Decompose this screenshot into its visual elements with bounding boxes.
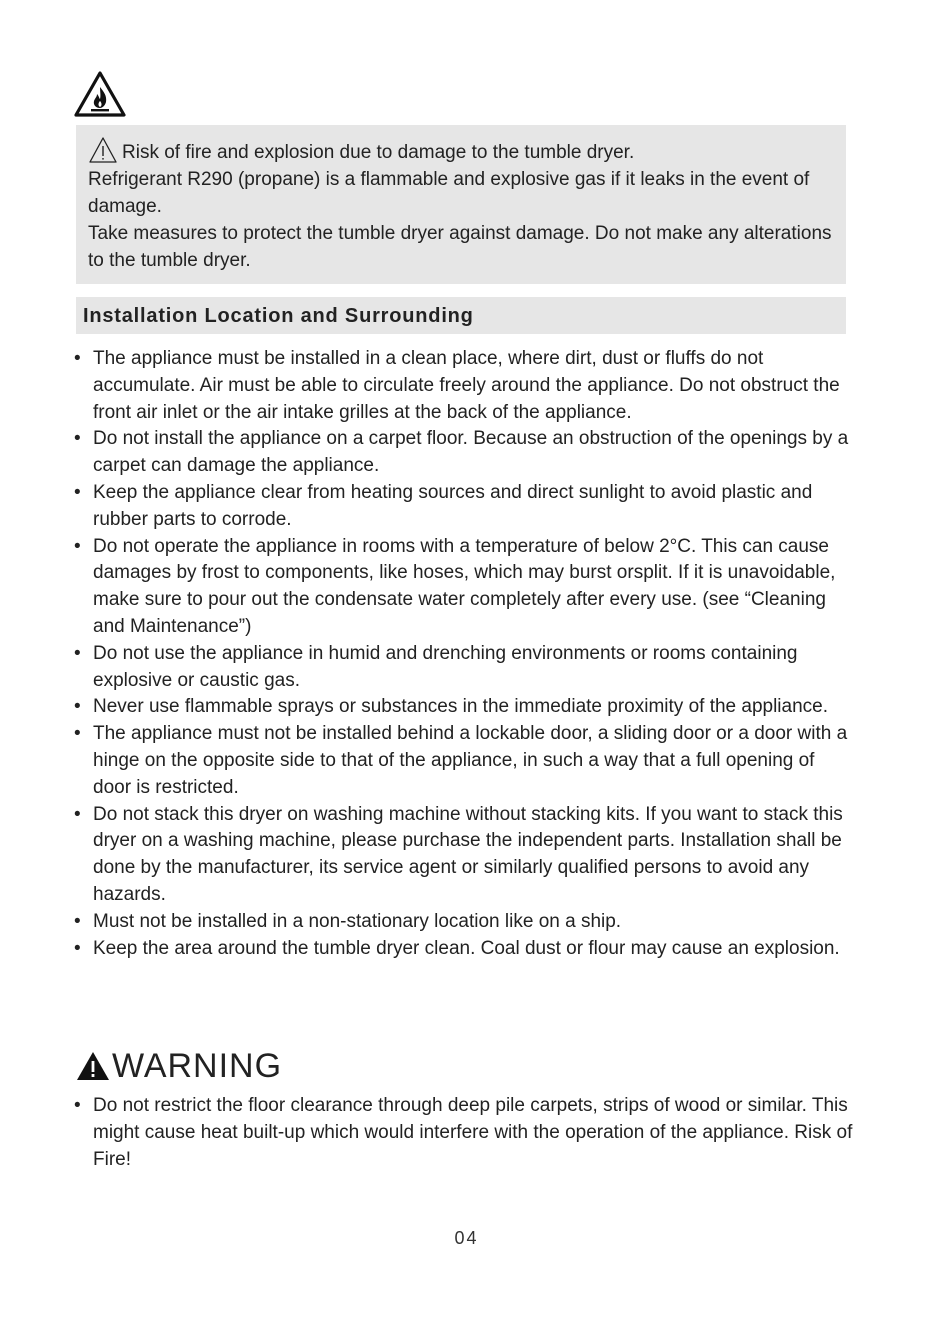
risk-line	[88, 139, 836, 166]
warning-triangle-icon	[88, 136, 118, 164]
notice-line: Take measures to protect the tumble dryer against damage. Do not make any alterations to the tumble dryer.	[88, 223, 832, 271]
list-item	[74, 909, 854, 936]
notice-line: Refrigerant R290 (propane) is a flammable and explosive gas if it leaks in the event of damage.	[88, 169, 810, 217]
list-item	[74, 936, 854, 963]
bullet: •	[74, 481, 81, 503]
bullet: •	[74, 535, 81, 557]
bullet: •	[74, 696, 81, 718]
list-item-text: Do not stack this dryer on washing machine without stacking kits. If you want to stack this dryer on a washing machine, please purchase the independent parts. Installation shall be done by the manufacturer, its service agent or similarly qualified persons to avoid any hazards.	[93, 803, 843, 905]
list-item-text: Never use flammable sprays or substances in the immediate proximity of the appliance.	[93, 696, 829, 718]
warning-heading	[76, 1046, 282, 1086]
section-title: Installation Location and Surrounding	[76, 297, 846, 334]
flammable-warning-icon	[74, 71, 126, 117]
list-item-text: Do not restrict the floor clearance through deep pile carpets, strips of wood or similar. This might cause heat built-up which would interfere with the operation of the appliance. Risk of Fire!	[93, 1095, 853, 1170]
bullet: •	[74, 348, 81, 369]
list-item	[74, 426, 854, 480]
list-item-text: The appliance must not be installed behind a lockable door, a sliding door or a door with a hinge on the opposite side to that of the appliance, in such a way that a full opening of door is restricted.	[93, 723, 848, 798]
list-item	[74, 534, 854, 641]
list-item	[74, 721, 854, 801]
list-item-text: Do not use the appliance in humid and drenching environments or rooms containing explosive or caustic gas.	[93, 642, 798, 691]
list-item-text: Do not operate the appliance in rooms with a temperature of below 2°C. This can cause damages by frost to components, like hoses, which may burst orsplit. If it is unavoidable, make sure to pour out the condensate water completely after every use. (see “Cleaning and Maintenance”)	[93, 535, 836, 637]
list-item	[74, 802, 854, 909]
warning-list	[74, 1093, 854, 1173]
warning-triangle-filled-icon	[76, 1051, 110, 1081]
list-item	[74, 480, 854, 534]
bullet: •	[74, 803, 81, 825]
risk-text: Risk of fire and explosion due to damage to the tumble dryer.	[122, 142, 635, 163]
list-item	[74, 694, 854, 721]
list-item-text: Must not be installed in a non-stationary location like on a ship.	[93, 910, 622, 932]
list-item	[74, 1093, 854, 1173]
bullet: •	[74, 937, 81, 959]
list-item-text: Keep the appliance clear from heating sources and direct sunlight to avoid plastic and rubber parts to corrode.	[93, 481, 813, 530]
bullet: •	[74, 642, 81, 664]
installation-list	[74, 346, 854, 962]
list-item	[74, 346, 854, 426]
list-item	[74, 641, 854, 695]
bullet: •	[74, 1095, 81, 1116]
bullet: •	[74, 428, 81, 450]
list-item-text: The appliance must be installed in a clean place, where dirt, dust or fluffs do not accumulate. Air must be able to circulate freely around the appliance. Do not obstruct the front air inlet or the air intake grilles at the back of the appliance.	[93, 348, 840, 423]
page-number: 04	[454, 1228, 479, 1248]
list-item-text: Do not install the appliance on a carpet floor. Because an obstruction of the openings by a carpet can damage the appliance.	[93, 428, 849, 477]
warning-label: WARNING	[112, 1046, 283, 1085]
bullet: •	[74, 910, 81, 932]
refrigerant-notice-box	[76, 125, 846, 284]
bullet: •	[74, 723, 81, 745]
list-item-text: Keep the area around the tumble dryer clean. Coal dust or flour may cause an explosion.	[93, 937, 840, 959]
